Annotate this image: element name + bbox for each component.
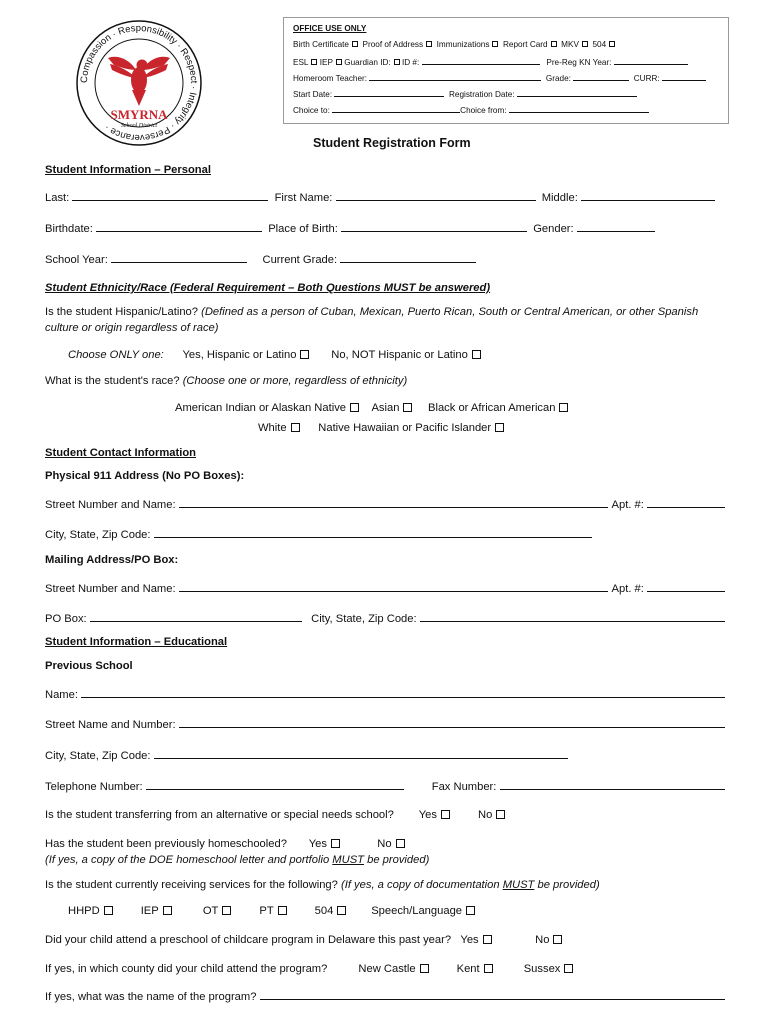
services-options-row: [68, 904, 475, 918]
no-hispanic-checkbox[interactable]: [472, 350, 481, 359]
preschool-no-checkbox[interactable]: [553, 935, 562, 944]
ethnicity-heading: Student Ethnicity/Race (Federal Requirement – Both Questions MUST be answered): [45, 282, 491, 294]
office-esl-label: ESL: [293, 58, 309, 67]
telephone-label: Telephone Number:: [45, 781, 143, 793]
school-city-label: City, State, Zip Code:: [45, 750, 151, 762]
school-phone-row: [45, 778, 725, 794]
contact-heading: Student Contact Information: [45, 447, 197, 459]
fax-label: Fax Number:: [431, 781, 497, 793]
hhpd-checkbox[interactable]: [104, 906, 113, 915]
mailing-city-label: City, State, Zip Code:: [311, 613, 417, 625]
office-row-3: [293, 72, 706, 84]
alt-school-no-checkbox[interactable]: [496, 810, 505, 819]
office-registration-date-label: Registration Date:: [448, 90, 515, 99]
homeschool-note-text: (If yes, a copy of the DOE homeschool letter and portfolio: [45, 854, 333, 866]
homeschool-yes-label: Yes: [308, 838, 327, 850]
hispanic-question-text: Is the student Hispanic/Latino?: [45, 306, 198, 318]
office-use-box: [283, 17, 729, 124]
middle-name-label: Middle:: [541, 192, 578, 204]
hispanic-question-note-2: culture or origin regardless of race): [45, 322, 219, 334]
program-name-question: If yes, what was the name of the program?: [45, 991, 257, 1003]
physical-city-label: City, State, Zip Code:: [45, 529, 151, 541]
iep-checkbox[interactable]: [163, 906, 172, 915]
iep-label: IEP: [140, 905, 159, 917]
race-row-2: [258, 421, 504, 435]
homeschool-no-label: No: [377, 838, 392, 850]
preschool-question: Did your child attend a preschool of childcare program in Delaware this past year?: [45, 934, 452, 946]
services-note-end: be provided): [534, 879, 600, 891]
kent-label: Kent: [456, 963, 480, 975]
physical-apt-label: Apt. #:: [611, 499, 644, 511]
school-street-field[interactable]: [179, 716, 725, 728]
office-guardian-id-label: Guardian ID:: [344, 58, 391, 67]
homeschool-note-end: be provided): [364, 854, 430, 866]
mailing-city-field[interactable]: [420, 610, 725, 622]
birthdate-field[interactable]: [96, 220, 262, 232]
office-choice-to-label: Choice to:: [293, 106, 330, 115]
logo-name: SMYRNA: [110, 107, 168, 122]
mailing-apt-label: Apt. #:: [611, 583, 644, 595]
office-immunizations-checkbox[interactable]: [492, 41, 498, 47]
po-box-field[interactable]: [90, 610, 302, 622]
homeschool-yes-checkbox[interactable]: [331, 839, 340, 848]
american-indian-checkbox[interactable]: [350, 403, 359, 412]
mailing-street-field[interactable]: [179, 580, 609, 592]
services-note-text: (If yes, a copy of documentation: [341, 879, 503, 891]
preschool-row: [45, 933, 562, 947]
hispanic-question-note: (Defined as a person of Cuban, Mexican, Puerto Rican, South or Central American, or other Spanish: [201, 306, 699, 318]
new-castle-checkbox[interactable]: [420, 964, 429, 973]
office-registration-date-field[interactable]: [517, 88, 637, 97]
504-label: 504: [314, 905, 334, 917]
physical-street-field[interactable]: [179, 496, 609, 508]
office-birth-certificate-checkbox[interactable]: [352, 41, 358, 47]
homeschool-note-must: MUST: [332, 854, 364, 866]
birth-row: [45, 220, 737, 236]
school-name-row: [45, 686, 725, 702]
office-504-checkbox[interactable]: [609, 41, 615, 47]
alt-school-question: Is the student transferring from an alternative or special needs school?: [45, 809, 394, 821]
office-grade-field[interactable]: [573, 72, 629, 81]
eagle-icon: [108, 57, 170, 106]
yes-hispanic-checkbox[interactable]: [300, 350, 309, 359]
program-name-field[interactable]: [260, 988, 725, 1000]
school-city-row: [45, 747, 568, 763]
office-choice-from-field[interactable]: [509, 104, 649, 113]
office-curr-label: CURR:: [633, 74, 660, 83]
previous-school-heading: Previous School: [45, 660, 133, 672]
current-grade-field[interactable]: [340, 251, 476, 263]
preschool-yes-checkbox[interactable]: [483, 935, 492, 944]
physical-address-heading: Physical 911 Address (No PO Boxes):: [45, 470, 245, 482]
office-guardian-id-checkbox[interactable]: [394, 59, 400, 65]
office-id-field[interactable]: [422, 56, 540, 65]
logo-ring-text: Compassion · Responsibility · Respect · Integrity · Perseverance ·: [78, 22, 200, 144]
telephone-field[interactable]: [146, 778, 404, 790]
birthdate-label: Birthdate:: [45, 223, 93, 235]
office-title: OFFICE USE ONLY: [293, 24, 367, 33]
school-street-row: [45, 716, 725, 732]
office-row-2: [293, 56, 719, 68]
black-label: Black or African American: [428, 402, 556, 414]
office-start-date-field[interactable]: [334, 88, 444, 97]
school-year-row: [45, 251, 476, 267]
physical-street-label: Street Number and Name:: [45, 499, 176, 511]
county-row: [45, 962, 573, 976]
mailing-street-label: Street Number and Name:: [45, 583, 176, 595]
school-city-field[interactable]: [154, 747, 568, 759]
office-start-date-label: Start Date:: [293, 90, 333, 99]
fax-field[interactable]: [500, 778, 726, 790]
speech-checkbox[interactable]: [466, 906, 475, 915]
office-esl-checkbox[interactable]: [311, 59, 317, 65]
race-question-text: What is the student's race?: [45, 375, 180, 387]
office-report-card-checkbox[interactable]: [551, 41, 557, 47]
personal-heading: Student Information – Personal: [45, 164, 211, 176]
last-name-field[interactable]: [72, 189, 268, 201]
office-504-label: 504: [592, 40, 607, 49]
program-name-row: [45, 988, 725, 1004]
alt-school-yes-label: Yes: [418, 809, 437, 821]
sussex-label: Sussex: [523, 963, 561, 975]
physical-street-row: [45, 496, 725, 512]
new-castle-label: New Castle: [358, 963, 416, 975]
hispanic-question: [45, 305, 698, 319]
race-question: [45, 374, 407, 388]
district-logo: [74, 18, 204, 148]
white-label: White: [258, 422, 287, 434]
asian-label: Asian: [371, 402, 400, 414]
office-row-1: [293, 40, 615, 50]
mailing-apt-field[interactable]: [647, 580, 725, 592]
place-of-birth-field[interactable]: [341, 220, 527, 232]
pt-label: PT: [259, 905, 274, 917]
services-note: [341, 879, 600, 891]
office-immunizations-label: Immunizations: [436, 40, 490, 49]
race-row-1: [175, 401, 568, 415]
gender-label: Gender:: [533, 223, 574, 235]
office-prereg-label: Pre-Reg KN Year:: [546, 58, 612, 67]
504-checkbox[interactable]: [337, 906, 346, 915]
hispanic-choice-row: [68, 348, 481, 362]
physical-apt-field[interactable]: [647, 496, 725, 508]
yes-hispanic-label: Yes, Hispanic or Latino: [182, 349, 297, 361]
white-checkbox[interactable]: [291, 423, 300, 432]
logo-subtitle: School District: [120, 123, 158, 129]
first-name-label: First Name:: [274, 192, 333, 204]
office-mkv-checkbox[interactable]: [582, 41, 588, 47]
alt-school-no-label: No: [477, 809, 493, 821]
office-report-card-label: Report Card: [502, 40, 548, 49]
last-name-label: Last:: [45, 192, 70, 204]
race-question-note: (Choose one or more, regardless of ethnicity): [182, 375, 408, 387]
alt-school-row: [45, 808, 505, 822]
office-birth-certificate-label: Birth Certificate: [293, 40, 349, 49]
no-hispanic-label: No, NOT Hispanic or Latino: [331, 349, 468, 361]
alt-school-yes-checkbox[interactable]: [441, 810, 450, 819]
speech-label: Speech/Language: [371, 905, 463, 917]
hawaiian-checkbox[interactable]: [495, 423, 504, 432]
preschool-yes-label: Yes: [460, 934, 479, 946]
office-choice-from-label: Choice from:: [460, 106, 507, 115]
middle-name-field[interactable]: [581, 189, 715, 201]
hhpd-label: HHPD: [68, 905, 100, 917]
office-row-4: [293, 88, 637, 100]
office-row-5: [293, 104, 649, 116]
services-note-must: MUST: [502, 879, 535, 891]
mailing-street-row: [45, 580, 725, 596]
services-question: Is the student currently receiving services for the following?: [45, 879, 338, 891]
preschool-no-label: No: [535, 934, 550, 946]
form-title: Student Registration Form: [313, 136, 471, 150]
office-homeroom-label: Homeroom Teacher:: [293, 74, 368, 83]
office-grade-label: Grade:: [545, 74, 571, 83]
office-proof-address-label: Proof of Address: [362, 40, 424, 49]
homeschool-note: [45, 853, 429, 867]
school-name-field[interactable]: [81, 686, 725, 698]
ot-checkbox[interactable]: [222, 906, 231, 915]
name-row: [45, 189, 737, 205]
office-id-label: ID #:: [401, 58, 420, 67]
school-year-field[interactable]: [111, 251, 247, 263]
place-of-birth-label: Place of Birth:: [268, 223, 338, 235]
office-proof-address-checkbox[interactable]: [426, 41, 432, 47]
office-prereg-field[interactable]: [614, 56, 688, 65]
choose-one-label: Choose ONLY one:: [68, 349, 164, 361]
mailing-address-heading: Mailing Address/PO Box:: [45, 554, 179, 566]
hawaiian-label: Native Hawaiian or Pacific Islander: [318, 422, 492, 434]
pt-checkbox[interactable]: [278, 906, 287, 915]
educational-heading: Student Information – Educational: [45, 636, 228, 648]
gender-field[interactable]: [577, 220, 655, 232]
physical-city-row: [45, 526, 592, 542]
school-year-label: School Year:: [45, 254, 108, 266]
physical-city-field[interactable]: [154, 526, 592, 538]
sussex-checkbox[interactable]: [564, 964, 573, 973]
asian-checkbox[interactable]: [403, 403, 412, 412]
po-box-label: PO Box:: [45, 613, 87, 625]
office-iep-checkbox[interactable]: [336, 59, 342, 65]
american-indian-label: American Indian or Alaskan Native: [175, 402, 347, 414]
ot-label: OT: [202, 905, 219, 917]
office-curr-field[interactable]: [662, 72, 706, 81]
homeschool-question: Has the student been previously homeschooled?: [45, 838, 287, 850]
first-name-field[interactable]: [336, 189, 536, 201]
office-iep-label: IEP: [319, 58, 333, 67]
homeschool-row: [45, 837, 405, 851]
school-name-label: Name:: [45, 689, 78, 701]
office-mkv-label: MKV: [561, 40, 579, 49]
county-question: If yes, in which county did your child attend the program?: [45, 963, 328, 975]
office-homeroom-field[interactable]: [369, 72, 541, 81]
homeschool-no-checkbox[interactable]: [396, 839, 405, 848]
black-checkbox[interactable]: [559, 403, 568, 412]
current-grade-label: Current Grade:: [262, 254, 338, 266]
po-box-row: [45, 610, 725, 626]
services-question-row: [45, 878, 600, 892]
kent-checkbox[interactable]: [484, 964, 493, 973]
school-street-label: Street Name and Number:: [45, 719, 176, 731]
office-choice-to-field[interactable]: [332, 104, 460, 113]
